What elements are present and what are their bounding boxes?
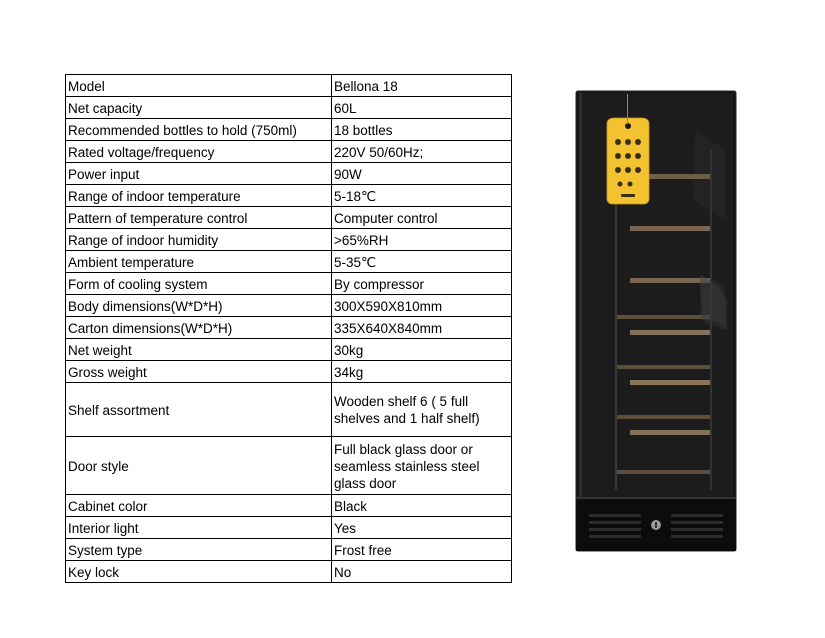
tag-brand-mark [621, 194, 635, 197]
spec-value: No [332, 561, 512, 583]
shelf [630, 330, 710, 335]
table-row [66, 295, 512, 317]
table-row [66, 339, 512, 361]
table-row [66, 75, 512, 97]
spec-value: 5-18℃ [332, 185, 512, 207]
spec-value: Wooden shelf 6 ( 5 full shelves and 1 half shelf) [332, 383, 512, 437]
button-icon [625, 139, 631, 145]
spec-value: 90W [332, 163, 512, 185]
spec-label: Door style [66, 437, 332, 495]
button-icon [615, 153, 621, 159]
shelf [630, 430, 710, 435]
table-row [66, 163, 512, 185]
spec-value: By compressor [332, 273, 512, 295]
lock-keyhole [655, 522, 657, 528]
shelf-front [615, 415, 710, 419]
table-row [66, 229, 512, 251]
spec-value: 220V 50/60Hz; [332, 141, 512, 163]
spec-label: Body dimensions(W*D*H) [66, 295, 332, 317]
spec-label: Gross weight [66, 361, 332, 383]
table-row [66, 495, 512, 517]
vent-slot [589, 521, 641, 524]
spec-value: Yes [332, 517, 512, 539]
vent-slot [589, 535, 641, 538]
button-icon [635, 153, 641, 159]
button-icon [625, 153, 631, 159]
spec-label: Pattern of temperature control [66, 207, 332, 229]
spec-value: Bellona 18 [332, 75, 512, 97]
table-row [66, 561, 512, 583]
table-row [66, 273, 512, 295]
button-icon [618, 182, 623, 187]
shelf [630, 278, 710, 283]
button-icon [628, 182, 633, 187]
spec-label: Carton dimensions(W*D*H) [66, 317, 332, 339]
spec-value: Full black glass door or seamless stainless steel glass door [332, 437, 512, 495]
button-icon [635, 167, 641, 173]
spec-label: Range of indoor humidity [66, 229, 332, 251]
tag-string [627, 94, 628, 124]
spec-label: Net capacity [66, 97, 332, 119]
door-edge [579, 93, 582, 497]
wine-cooler-photo [575, 90, 737, 552]
shelf-front [615, 365, 710, 369]
spec-value: Computer control [332, 207, 512, 229]
vent-slot [671, 528, 723, 531]
spec-label: Net weight [66, 339, 332, 361]
table-row [66, 383, 512, 437]
spec-label: Rated voltage/frequency [66, 141, 332, 163]
table-row [66, 437, 512, 495]
spec-value: >65%RH [332, 229, 512, 251]
table-row [66, 119, 512, 141]
spec-label: Power input [66, 163, 332, 185]
spec-table [65, 74, 512, 583]
table-row [66, 141, 512, 163]
spec-label: Form of cooling system [66, 273, 332, 295]
spec-value: Black [332, 495, 512, 517]
shelf-front [615, 470, 710, 474]
table-row [66, 97, 512, 119]
spec-value: Frost free [332, 539, 512, 561]
spec-value: 60L [332, 97, 512, 119]
table-row [66, 207, 512, 229]
tag-shape [607, 118, 649, 204]
table-row [66, 517, 512, 539]
spec-label: Cabinet color [66, 495, 332, 517]
spec-label: Range of indoor temperature [66, 185, 332, 207]
spec-value: 300X590X810mm [332, 295, 512, 317]
table-row [66, 539, 512, 561]
spec-label: Key lock [66, 561, 332, 583]
table-row [66, 361, 512, 383]
shelf-front [615, 315, 710, 319]
spec-value: 335X640X840mm [332, 317, 512, 339]
vent-slot [671, 535, 723, 538]
spec-label: Shelf assortment [66, 383, 332, 437]
spec-label: Model [66, 75, 332, 97]
button-icon [635, 139, 641, 145]
spec-value: 18 bottles [332, 119, 512, 141]
spec-value: 30kg [332, 339, 512, 361]
vent-slot [589, 528, 641, 531]
shelf [630, 226, 710, 231]
spec-label: Ambient temperature [66, 251, 332, 273]
shelf [630, 380, 710, 385]
button-icon [615, 139, 621, 145]
table-row [66, 185, 512, 207]
spec-value: 34kg [332, 361, 512, 383]
button-icon [625, 167, 631, 173]
button-icon [615, 167, 621, 173]
spec-label: Recommended bottles to hold (750ml) [66, 119, 332, 141]
spec-label: System type [66, 539, 332, 561]
vent-slot [589, 514, 641, 517]
vent-slot [671, 521, 723, 524]
table-row [66, 251, 512, 273]
spec-value: 5-35℃ [332, 251, 512, 273]
base-top-edge [576, 497, 736, 499]
table-row [66, 317, 512, 339]
spec-label: Interior light [66, 517, 332, 539]
vent-slot [671, 514, 723, 517]
